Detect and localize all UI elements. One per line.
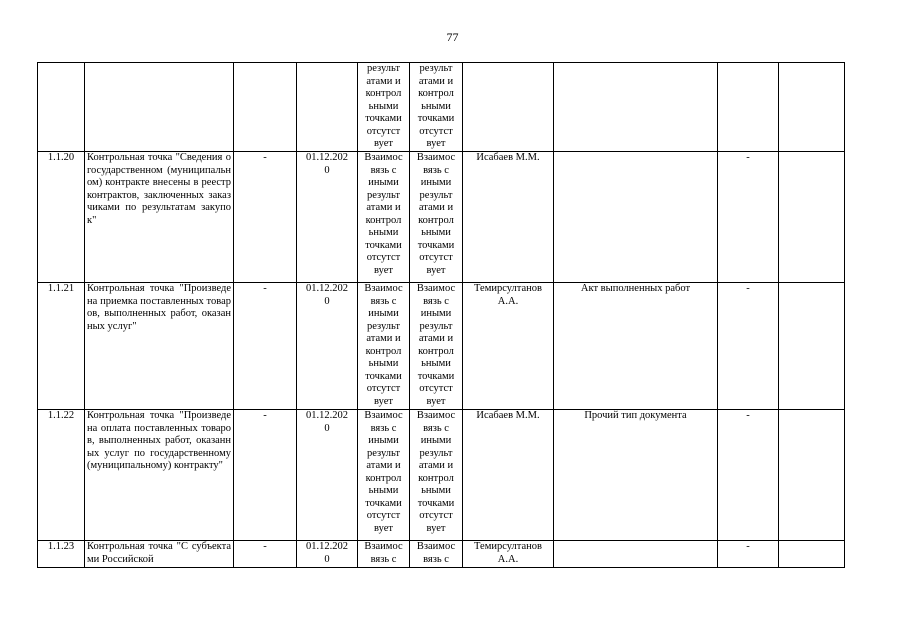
dash-cell: -	[718, 541, 779, 568]
table-row	[38, 152, 845, 283]
relation-cell: результ атами и контрол ьными точками отсутст вует	[358, 63, 410, 152]
document-cell: Прочий тип документа	[554, 410, 718, 541]
cell-empty	[779, 152, 845, 283]
row-number: 1.1.21	[38, 283, 85, 410]
date-cell: 01.12.202 0	[297, 152, 358, 283]
cell-empty	[297, 63, 358, 152]
relation-cell: результ атами и контрол ьными точками отсутст вует	[410, 63, 463, 152]
page-number: 77	[446, 30, 459, 44]
cell-empty	[85, 63, 234, 152]
cell-empty	[463, 63, 554, 152]
document-cell: Акт выполненных работ	[554, 283, 718, 410]
document-cell	[554, 541, 718, 568]
control-points-table	[37, 62, 845, 568]
table-row	[38, 541, 845, 568]
cell-empty	[779, 541, 845, 568]
cell-empty	[779, 283, 845, 410]
table-row	[38, 410, 845, 541]
relation-cell: Взаимос вязь с иными результ атами и контрол ьными точками отсутст вует	[410, 283, 463, 410]
relation-cell: Взаимос вязь с иными результ атами и контрол ьными точками отсутст вует	[358, 410, 410, 541]
control-point-name: Контрольная точка "С субъектами Российской	[85, 541, 234, 568]
date-cell: 01.12.202 0	[297, 410, 358, 541]
relation-cell: Взаимос вязь с иными результ атами и контрол ьными точками отсутст вует	[410, 152, 463, 283]
responsible-cell: Темирсултанов А.А.	[463, 541, 554, 568]
table-row-continuation	[38, 63, 845, 152]
dash-cell: -	[234, 283, 297, 410]
row-number: 1.1.22	[38, 410, 85, 541]
document-cell	[554, 152, 718, 283]
control-point-name: Контрольная точка "Произведена приемка поставленных товаров, выполненных работ, оказанных услуг"	[85, 283, 234, 410]
dash-cell: -	[234, 541, 297, 568]
date-cell: 01.12.202 0	[297, 541, 358, 568]
cell-empty	[554, 63, 718, 152]
control-point-name: Контрольная точка "Сведения о государственном (муниципальном) контракте внесены в реестр контрактов, заключенных заказчиками по результатам закупок"	[85, 152, 234, 283]
relation-cell: Взаимос вязь с	[358, 541, 410, 568]
cell-empty	[38, 63, 85, 152]
cell-empty	[718, 63, 779, 152]
control-point-name: Контрольная точка "Произведена оплата поставленных товаров, выполненных работ, оказанных услуг по государственному (муниципальному) контракту"	[85, 410, 234, 541]
date-cell: 01.12.202 0	[297, 283, 358, 410]
dash-cell: -	[718, 410, 779, 541]
relation-cell: Взаимос вязь с иными результ атами и контрол ьными точками отсутст вует	[410, 410, 463, 541]
table-row	[38, 283, 845, 410]
relation-cell: Взаимос вязь с иными результ атами и контрол ьными точками отсутст вует	[358, 283, 410, 410]
responsible-cell: Темирсултанов А.А.	[463, 283, 554, 410]
dash-cell: -	[718, 152, 779, 283]
row-number: 1.1.23	[38, 541, 85, 568]
cell-empty	[779, 410, 845, 541]
dash-cell: -	[718, 283, 779, 410]
cell-empty	[779, 63, 845, 152]
relation-cell: Взаимос вязь с	[410, 541, 463, 568]
responsible-cell: Исабаев М.М.	[463, 152, 554, 283]
dash-cell: -	[234, 152, 297, 283]
dash-cell: -	[234, 410, 297, 541]
responsible-cell: Исабаев М.М.	[463, 410, 554, 541]
row-number: 1.1.20	[38, 152, 85, 283]
cell-empty	[234, 63, 297, 152]
relation-cell: Взаимос вязь с иными результ атами и контрол ьными точками отсутст вует	[358, 152, 410, 283]
